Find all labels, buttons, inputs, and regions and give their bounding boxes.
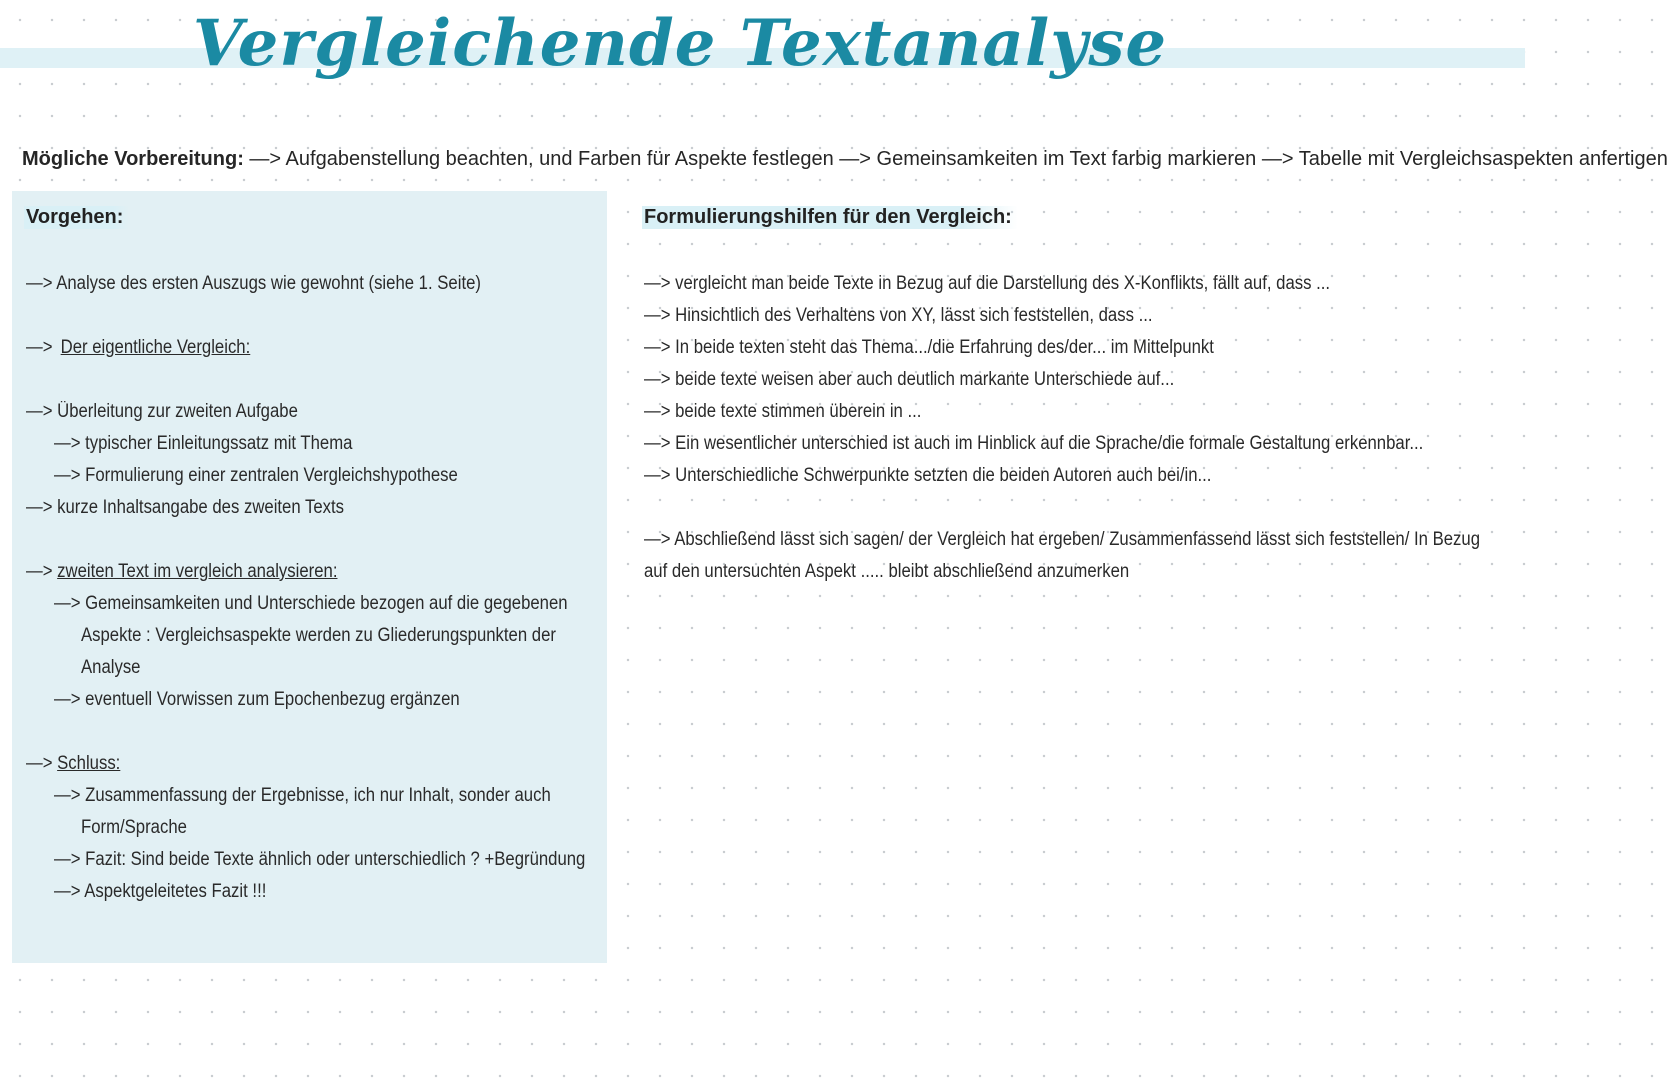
phrase-line: —> beide texte stimmen überein in ...: [644, 401, 922, 422]
procedure-line: —> Formulierung einer zentralen Vergleichshypothese: [54, 465, 458, 486]
procedure-line: —> Aspektgeleitetes Fazit !!!: [54, 881, 267, 902]
procedure-line: Analyse: [81, 657, 141, 678]
procedure-line: —> Gemeinsamkeiten und Unterschiede bezogen auf die gegebenen: [54, 593, 568, 614]
section-title-conclusion: Schluss:: [57, 753, 121, 774]
phrase-line: —> In beide texten steht das Thema.../die Erfahrung des/der... im Mittelpunkt: [644, 337, 1214, 358]
phrase-line: —> Abschließend lässt sich sagen/ der Vergleich hat ergeben/ Zusammenfassend lässt sich feststellen/ In Bezug: [644, 529, 1480, 550]
phrase-line: —> vergleicht man beide Texte in Bezug auf die Darstellung des X-Konflikts, fällt auf, dass ...: [644, 273, 1331, 294]
procedure-line: —> Überleitung zur zweiten Aufgabe: [26, 401, 298, 422]
page-title: Vergleichende Textanalyse: [192, 6, 1168, 81]
phrase-line: —> Unterschiedliche Schwerpunkte setzten die beiden Autoren auch bei/in...: [644, 465, 1212, 486]
procedure-line: —> Zusammenfassung der Ergebnisse, ich nur Inhalt, sonder auch: [54, 785, 551, 806]
procedure-line: Aspekte : Vergleichsaspekte werden zu Gliederungspunkten der: [81, 625, 556, 646]
phrase-line: —> beide texte weisen aber auch deutlich markante Unterschiede auf...: [644, 369, 1175, 390]
phrase-line: —> Ein wesentlicher unterschied ist auch im Hinblick auf die Sprache/die formale Gestaltung erkennbar...: [644, 433, 1424, 454]
procedure-line: —> typischer Einleitungssatz mit Thema: [54, 433, 353, 454]
preparation-text: —> Aufgabenstellung beachten, und Farben für Aspekte festlegen —> Gemeinsamkeiten im Text farbig markieren —> Tabelle mit Vergleichsaspekten anfertigen: [243, 148, 1668, 170]
arrow: —>: [26, 561, 58, 582]
procedure-line: [26, 752, 120, 776]
procedure-line: —> kurze Inhaltsangabe des zweiten Texts: [26, 497, 345, 518]
phrases-heading: Formulierungshilfen für den Vergleich:: [642, 206, 1018, 229]
procedure-line: —> eventuell Vorwissen zum Epochenbezug ergänzen: [54, 689, 460, 710]
phrase-line: auf den untersuchten Aspekt ..... bleibt abschließend anzumerken: [644, 561, 1130, 582]
preparation-line: [22, 148, 1668, 171]
procedure-line: [26, 560, 337, 584]
procedure-line: Form/Sprache: [81, 817, 187, 838]
arrow: —>: [26, 753, 58, 774]
procedure-line: —> Analyse des ersten Auszugs wie gewohnt (siehe 1. Seite): [26, 273, 481, 294]
section-title-analysis: zweiten Text im vergleich analysieren:: [57, 561, 338, 582]
preparation-label: Mögliche Vorbereitung:: [22, 148, 244, 170]
section-title-comparison: Der eigentliche Vergleich:: [60, 337, 251, 358]
procedure-line: [26, 336, 250, 360]
procedure-heading: Vorgehen:: [24, 206, 129, 229]
arrow: —>: [26, 337, 58, 358]
procedure-line: —> Fazit: Sind beide Texte ähnlich oder unterschiedlich ? +Begründung: [54, 849, 586, 870]
phrase-line: —> Hinsichtlich des Verhaltens von XY, lässt sich feststellen, dass ...: [644, 305, 1153, 326]
